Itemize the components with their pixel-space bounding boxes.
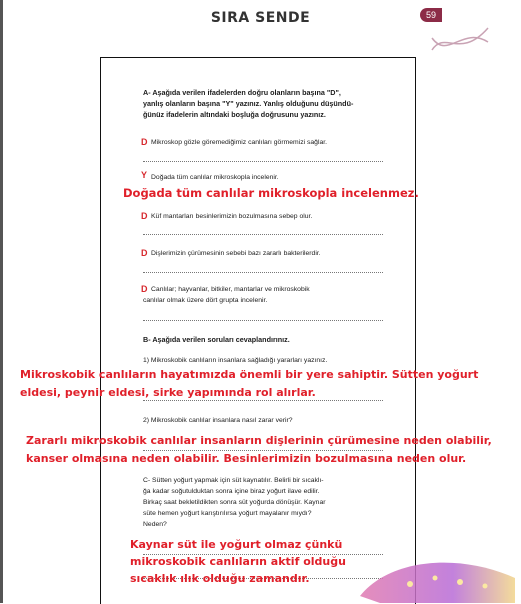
page-edge: [0, 0, 3, 603]
page-title: SIRA SENDE: [210, 10, 311, 26]
statement-text: Canlılar; hayvanlar, bitkiler, mantarlar ve mikroskobik: [151, 286, 310, 293]
section-a-instruction-line: A- Aşağıda verilen ifadelerden doğru olanların başına "D",: [143, 88, 341, 97]
statement-text: Mikroskop gözle göremediğimiz canlıları görmemizi sağlar.: [151, 139, 328, 146]
answer-line: [143, 234, 383, 235]
dna-helix-icon: [430, 20, 490, 60]
correction-answer: Doğada tüm canlılar mikroskopla incelenmez.: [123, 186, 419, 200]
answer-mark: D: [141, 137, 148, 147]
page-number-badge: 59: [420, 8, 442, 22]
section-b-instruction: B- Aşağıda verilen soruları cevaplandırınız.: [143, 335, 290, 344]
statement-text: Doğada tüm canlılar mikroskopla incelenir.: [151, 174, 279, 181]
question-1: 1) Mikroskobik canlıların insanlara sağladığı yararları yazınız.: [143, 357, 328, 364]
section-c-text-line: Neden?: [143, 521, 167, 528]
answer-c-line: Kaynar süt ile yoğurt olmaz çünkü: [130, 538, 343, 551]
answer-mark: D: [141, 211, 148, 221]
question-2: 2) Mikroskobik canlılar insanlara nasıl zarar verir?: [143, 417, 293, 424]
section-a-instruction-line: ğünüz ifadelerin altındaki boşluğa doğrusunu yazınız.: [143, 110, 326, 119]
answer-b2-line: Zararlı mikroskobik canlılar insanların dişlerinin çürümesine neden olabilir,: [26, 434, 492, 447]
statement-text: canlılar olmak üzere dört grupta incelenir.: [143, 297, 268, 304]
answer-b1-line: eldesi, peynir eldesi, sirke yapımında rol alırlar.: [20, 386, 316, 399]
answer-mark: D: [141, 248, 148, 258]
answer-line: [143, 161, 383, 162]
worksheet-frame: [100, 57, 416, 604]
answer-c-line: mikroskobik canlıların aktif olduğu: [130, 555, 346, 568]
section-a-instruction-line: yanlış olanların başına "Y" yazınız. Yanlış olduğunu düşündü-: [143, 99, 354, 108]
answer-mark: Y: [141, 170, 148, 180]
section-c-text-line: Birkaç saat bekletildikten sonra süt yoğurda dönüşür. Kaynar: [143, 499, 326, 506]
answer-line: [143, 320, 383, 321]
section-c-text-line: ğa kadar soğutulduktan sonra içine biraz yoğurt ilave edilir.: [143, 488, 320, 495]
answer-c-line: sıcaklık ılık olduğu zamandır.: [130, 572, 310, 585]
answer-b1-line: Mikroskobik canlıların hayatımızda önemli bir yere sahiptir. Sütten yoğurt: [20, 368, 479, 381]
bacterium-illustration: [350, 548, 520, 603]
answer-mark: D: [141, 284, 148, 294]
answer-b2-line: kanser olmasına neden olabilir. Besinlerimizin bozulmasına neden olur.: [26, 452, 467, 465]
section-c-text-line: süte hemen yoğurt karıştırılırsa yoğurt mayalanır mıydı?: [143, 510, 312, 517]
statement-text: Dişlerimizin çürümesinin sebebi bazı zararlı bakterilerdir.: [151, 250, 321, 257]
answer-line: [143, 272, 383, 273]
section-c-text-line: C- Sütten yoğurt yapmak için süt kaynatılır. Belirli bir sıcaklı-: [143, 477, 324, 484]
statement-text: Küf mantarları besinlerimizin bozulmasına sebep olur.: [151, 213, 313, 220]
